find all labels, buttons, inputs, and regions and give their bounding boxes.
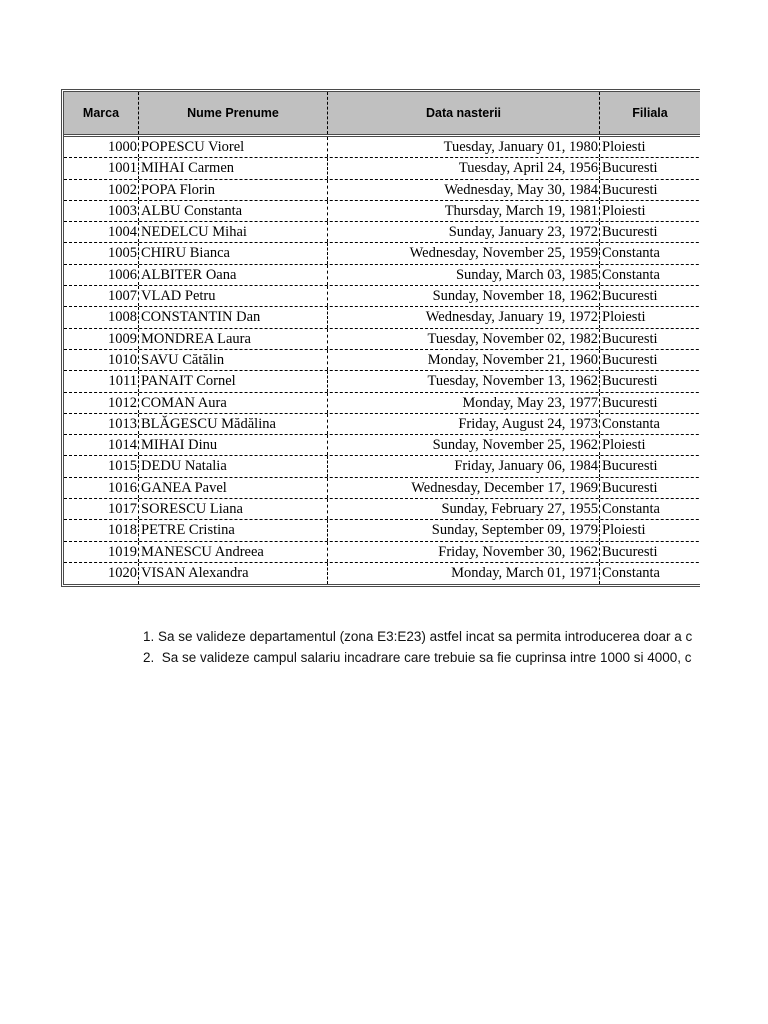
cell-marca: 1020 [64, 563, 139, 584]
cell-marca: 1009 [64, 329, 139, 349]
cell-marca: 1013 [64, 414, 139, 434]
cell-marca: 1014 [64, 435, 139, 455]
table-row [64, 499, 700, 520]
cell-filiala: Bucuresti [600, 158, 700, 178]
cell-marca: 1001 [64, 158, 139, 178]
cell-nume-prenume: NEDELCU Mihai [139, 222, 328, 242]
cell-nume-prenume: PETRE Cristina [139, 520, 328, 540]
cell-marca: 1005 [64, 243, 139, 263]
cell-filiala: Constanta [600, 563, 700, 584]
cell-filiala: Bucuresti [600, 286, 700, 306]
cell-filiala: Ploiesti [600, 520, 700, 540]
data-table [61, 89, 700, 587]
cell-filiala: Bucuresti [600, 393, 700, 413]
cell-filiala: Bucuresti [600, 180, 700, 200]
cell-nume-prenume: GANEA Pavel [139, 478, 328, 498]
cell-marca: 1015 [64, 456, 139, 476]
cell-nume-prenume: MONDREA Laura [139, 329, 328, 349]
cell-marca: 1017 [64, 499, 139, 519]
cell-nume-prenume: POPA Florin [139, 180, 328, 200]
cell-filiala: Constanta [600, 414, 700, 434]
cell-filiala: Constanta [600, 265, 700, 285]
cell-data-nasterii: Sunday, January 23, 1972 [328, 222, 600, 242]
cell-data-nasterii: Wednesday, December 17, 1969 [328, 478, 600, 498]
cell-marca: 1019 [64, 542, 139, 562]
cell-nume-prenume: ALBITER Oana [139, 265, 328, 285]
instruction-1: 1. Sa se valideze departamentul (zona E3:E23) astfel incat sa permita introducerea doar a c [143, 629, 693, 644]
cell-data-nasterii: Friday, November 30, 1962 [328, 542, 600, 562]
cell-data-nasterii: Monday, May 23, 1977 [328, 393, 600, 413]
cell-data-nasterii: Thursday, March 19, 1981 [328, 201, 600, 221]
table-row [64, 307, 700, 328]
cell-data-nasterii: Sunday, November 18, 1962 [328, 286, 600, 306]
cell-data-nasterii: Monday, November 21, 1960 [328, 350, 600, 370]
table-row [64, 563, 700, 584]
cell-marca: 1008 [64, 307, 139, 327]
cell-filiala: Ploiesti [600, 201, 700, 221]
cell-nume-prenume: MIHAI Carmen [139, 158, 328, 178]
table-header [64, 92, 700, 137]
cell-marca: 1016 [64, 478, 139, 498]
table-row [64, 520, 700, 541]
table-viewport [61, 89, 700, 589]
cell-data-nasterii: Friday, August 24, 1973 [328, 414, 600, 434]
table-row [64, 478, 700, 499]
cell-data-nasterii: Tuesday, January 01, 1980 [328, 137, 600, 157]
cell-filiala: Ploiesti [600, 137, 700, 157]
cell-filiala: Bucuresti [600, 542, 700, 562]
cell-nume-prenume: PANAIT Cornel [139, 371, 328, 391]
table-row [64, 265, 700, 286]
cell-nume-prenume: CHIRU Bianca [139, 243, 328, 263]
cell-data-nasterii: Sunday, February 27, 1955 [328, 499, 600, 519]
header-data-nasterii: Data nasterii [328, 92, 600, 134]
header-marca: Marca [64, 92, 139, 134]
table-row [64, 542, 700, 563]
cell-data-nasterii: Tuesday, April 24, 1956 [328, 158, 600, 178]
cell-data-nasterii: Sunday, March 03, 1985 [328, 265, 600, 285]
cell-nume-prenume: POPESCU Viorel [139, 137, 328, 157]
cell-marca: 1006 [64, 265, 139, 285]
cell-marca: 1012 [64, 393, 139, 413]
table-row [64, 329, 700, 350]
cell-nume-prenume: MIHAI Dinu [139, 435, 328, 455]
table-row [64, 435, 700, 456]
cell-nume-prenume: VISAN Alexandra [139, 563, 328, 584]
cell-marca: 1004 [64, 222, 139, 242]
cell-filiala: Bucuresti [600, 478, 700, 498]
cell-nume-prenume: BLĂGESCU Mădălina [139, 414, 328, 434]
cell-marca: 1007 [64, 286, 139, 306]
instructions [143, 626, 700, 670]
cell-filiala: Bucuresti [600, 350, 700, 370]
cell-nume-prenume: DEDU Natalia [139, 456, 328, 476]
cell-marca: 1010 [64, 350, 139, 370]
cell-nume-prenume: VLAD Petru [139, 286, 328, 306]
cell-filiala: Constanta [600, 499, 700, 519]
cell-filiala: Ploiesti [600, 307, 700, 327]
table-row [64, 286, 700, 307]
table-row [64, 393, 700, 414]
cell-filiala: Ploiesti [600, 435, 700, 455]
cell-marca: 1018 [64, 520, 139, 540]
table-row [64, 137, 700, 158]
cell-marca: 1011 [64, 371, 139, 391]
cell-nume-prenume: COMAN Aura [139, 393, 328, 413]
cell-nume-prenume: MANESCU Andreea [139, 542, 328, 562]
cell-data-nasterii: Wednesday, November 25, 1959 [328, 243, 600, 263]
cell-data-nasterii: Sunday, September 09, 1979 [328, 520, 600, 540]
cell-marca: 1000 [64, 137, 139, 157]
table-row [64, 243, 700, 264]
table-row [64, 222, 700, 243]
table-row [64, 371, 700, 392]
cell-nume-prenume: ALBU Constanta [139, 201, 328, 221]
header-nume-prenume: Nume Prenume [139, 92, 328, 134]
cell-filiala: Bucuresti [600, 329, 700, 349]
cell-data-nasterii: Sunday, November 25, 1962 [328, 435, 600, 455]
cell-filiala: Bucuresti [600, 456, 700, 476]
instruction-2: 2. Sa se valideze campul salariu incadrare care trebuie sa fie cuprinsa intre 1000 si 4000, c [143, 650, 692, 665]
cell-data-nasterii: Tuesday, November 02, 1982 [328, 329, 600, 349]
table-row [64, 456, 700, 477]
cell-nume-prenume: SAVU Cătălin [139, 350, 328, 370]
cell-filiala: Constanta [600, 243, 700, 263]
cell-nume-prenume: CONSTANTIN Dan [139, 307, 328, 327]
cell-filiala: Bucuresti [600, 371, 700, 391]
cell-data-nasterii: Wednesday, January 19, 1972 [328, 307, 600, 327]
table-row [64, 201, 700, 222]
table-row [64, 350, 700, 371]
cell-nume-prenume: SORESCU Liana [139, 499, 328, 519]
cell-marca: 1002 [64, 180, 139, 200]
table-row [64, 414, 700, 435]
cell-data-nasterii: Friday, January 06, 1984 [328, 456, 600, 476]
cell-data-nasterii: Monday, March 01, 1971 [328, 563, 600, 584]
table-row [64, 180, 700, 201]
cell-data-nasterii: Wednesday, May 30, 1984 [328, 180, 600, 200]
cell-marca: 1003 [64, 201, 139, 221]
cell-filiala: Bucuresti [600, 222, 700, 242]
cell-data-nasterii: Tuesday, November 13, 1962 [328, 371, 600, 391]
table-row [64, 158, 700, 179]
header-filiala: Filiala [600, 92, 700, 134]
